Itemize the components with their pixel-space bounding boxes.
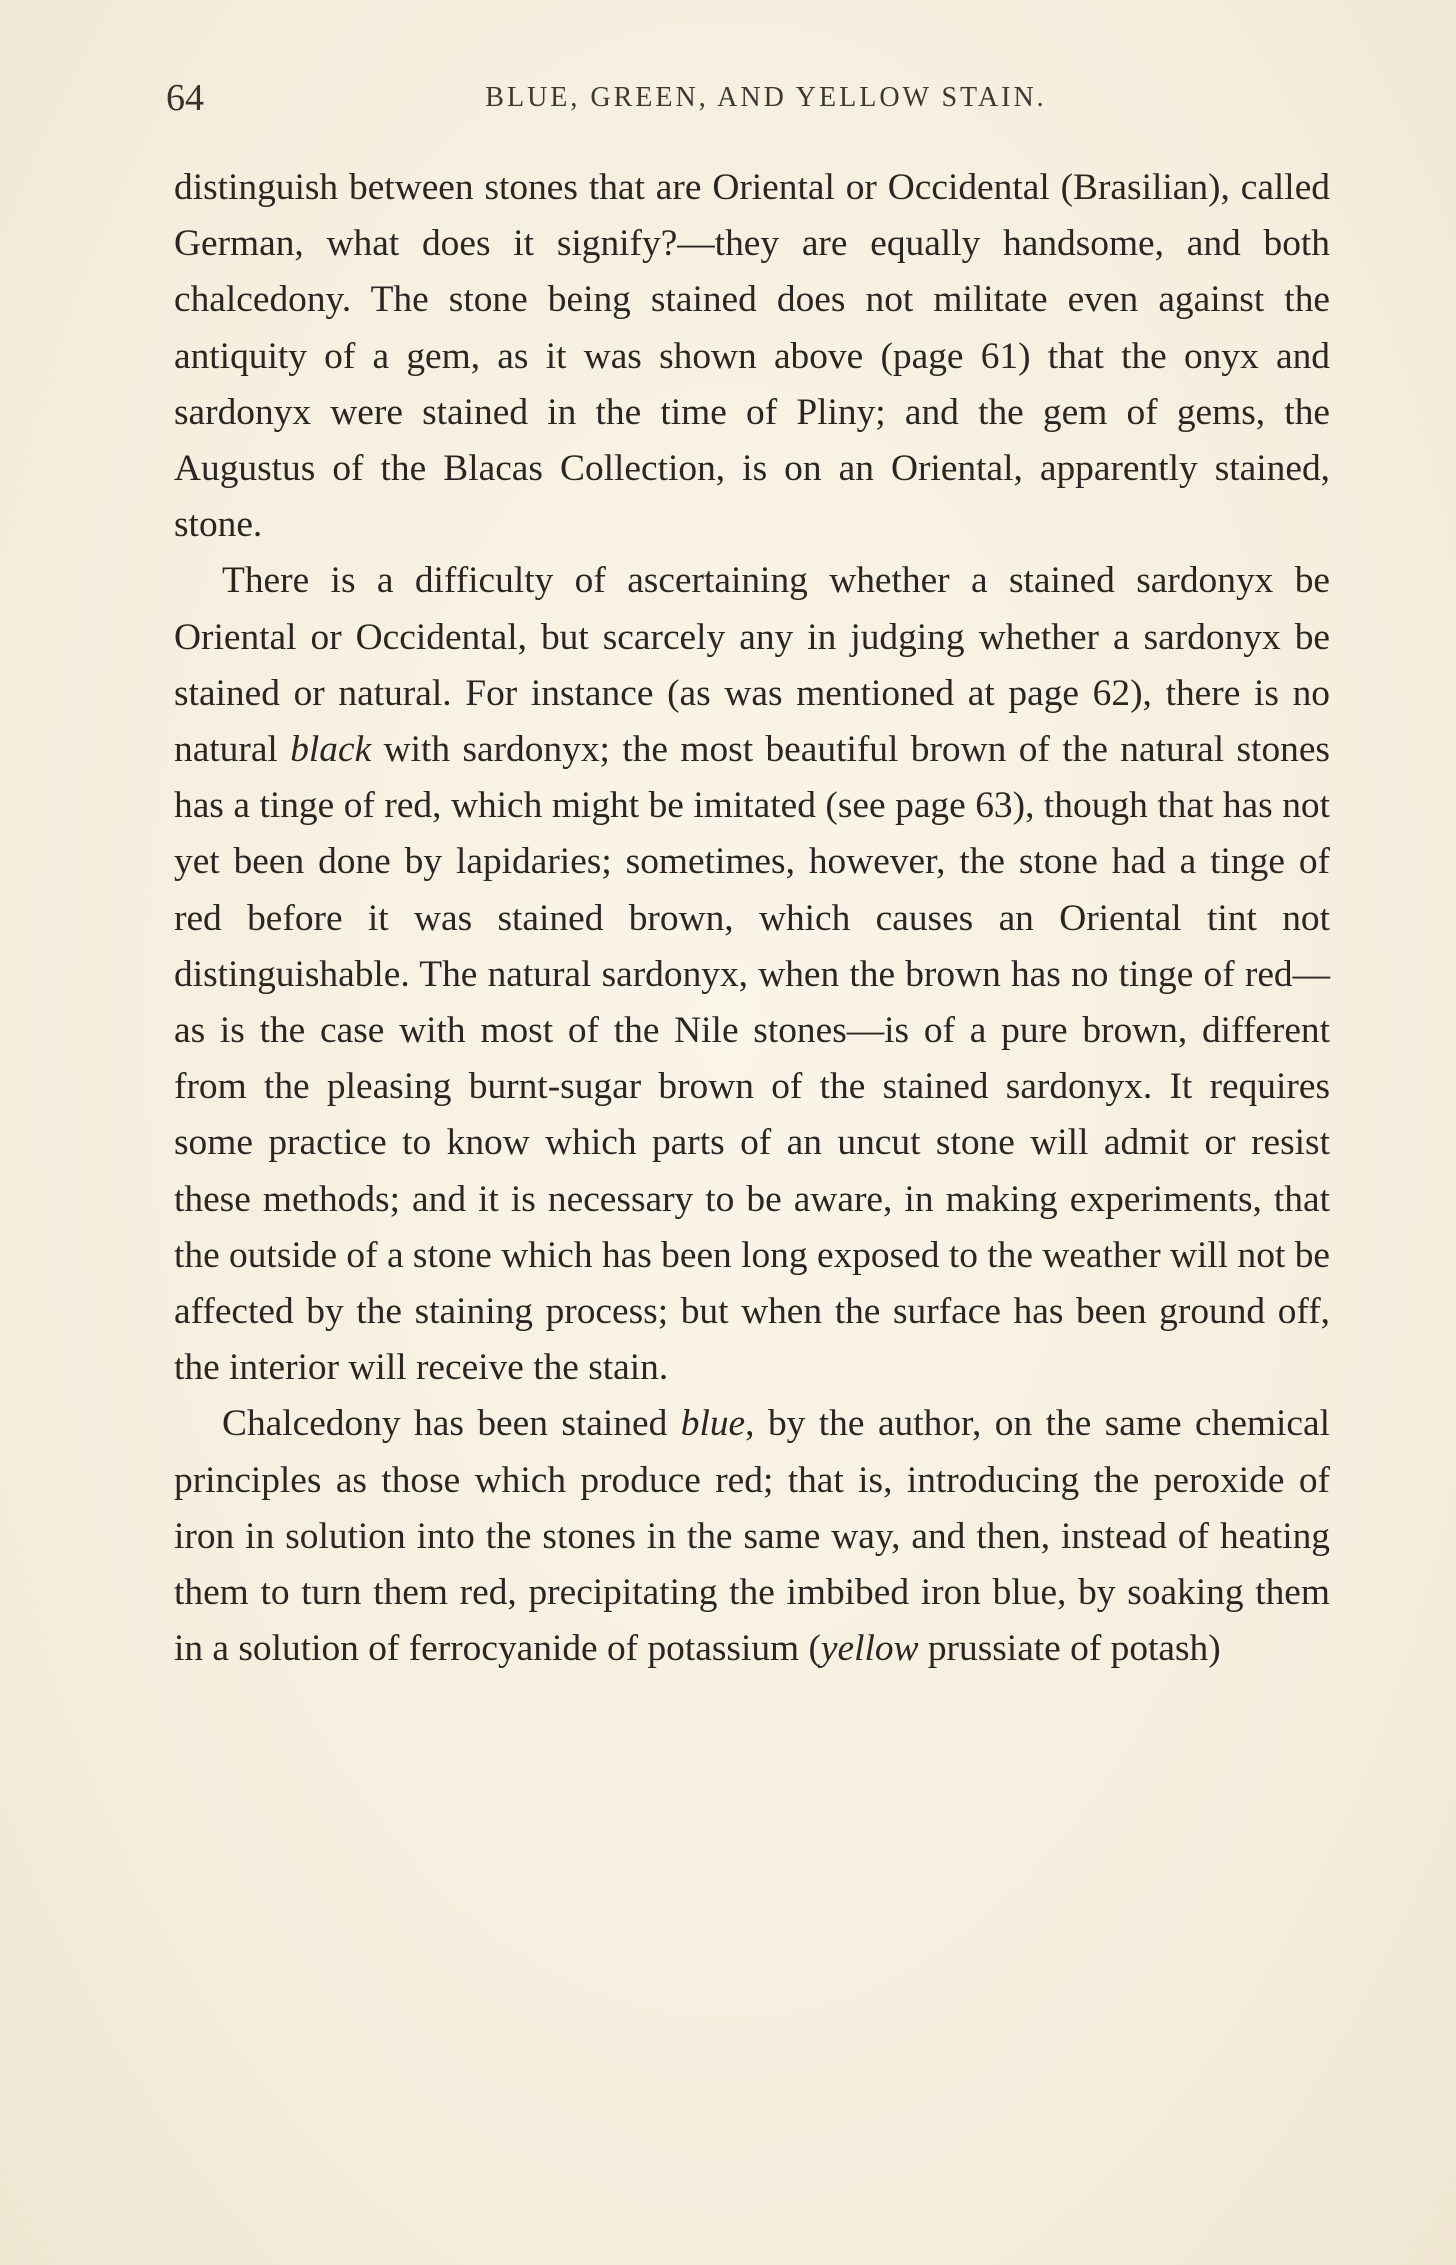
paragraph-2-run-1: There is a difficulty of ascertaining whether a stained sardonyx be Oriental or Occidental, but scarcely any in judging whether a sardonyx be stained or natural. For instance (as was mentioned at page 62), there is no natural [174,560,1330,771]
paragraph-1 [174,160,1330,553]
page-header [166,68,1326,128]
paragraph-3-run-3: , by the author, on the same chemical principles as those which produce red; that is, introducing the peroxide of iron in solution into the stones in the same way, and then, instead of heating them to turn them red, precipitating the imbibed iron blue, by soaking them in a solution of ferrocyanide of potassium ( [174,1403,1330,1670]
paragraph-3-run-1: Chalcedony has been stained [222,1403,681,1445]
paragraph-2-run-3: with sardonyx; the most beautiful brown of the natural stones has a tinge of red, which might be imitated (see page 63), though that has not yet been done by lapidaries; sometimes, however, the stone had a tinge of red before it was stained brown, which causes an Oriental tint not distinguishable. The natural sardonyx, when the brown has no tinge of red—as is the case with most of the Nile stones—is of a pure brown, different from the pleasing burnt-sugar brown of the stained sardonyx. It requires some practice to know which parts of an uncut stone will admit or resist these methods; and it is necessary to be aware, in making experiments, that the outside of a stone which has been long exposed to the weather will not be affected by the staining process; but when the surface has been ground off, the interior will receive the stain. [174,729,1330,1389]
paragraph-1-run-1: distinguish between stones that are Oriental or Occidental (Brasilian), called German, what does it signify?—they are equally handsome, and both chalcedony. The stone being stained does not militate even against the antiquity of a gem, as it was shown above (page 61) that the onyx and sardonyx were stained in the time of Pliny; and the gem of gems, the Augustus of the Blacas Collection, is on an Oriental, apparently stained, stone. [174,167,1330,546]
paragraph-3-italic-blue: blue [680,1403,746,1445]
paragraph-3 [174,1396,1330,1677]
paragraph-2 [174,553,1330,1396]
running-head: BLUE, GREEN, AND YELLOW STAIN. [485,82,1047,113]
page-number: 64 [166,77,204,119]
paragraph-3-italic-yellow: yellow [820,1628,919,1670]
paragraph-3-run-5: prussiate of potash) [918,1628,1221,1670]
paragraph-2-italic-black: black [290,729,372,771]
body-text [174,160,1330,1677]
